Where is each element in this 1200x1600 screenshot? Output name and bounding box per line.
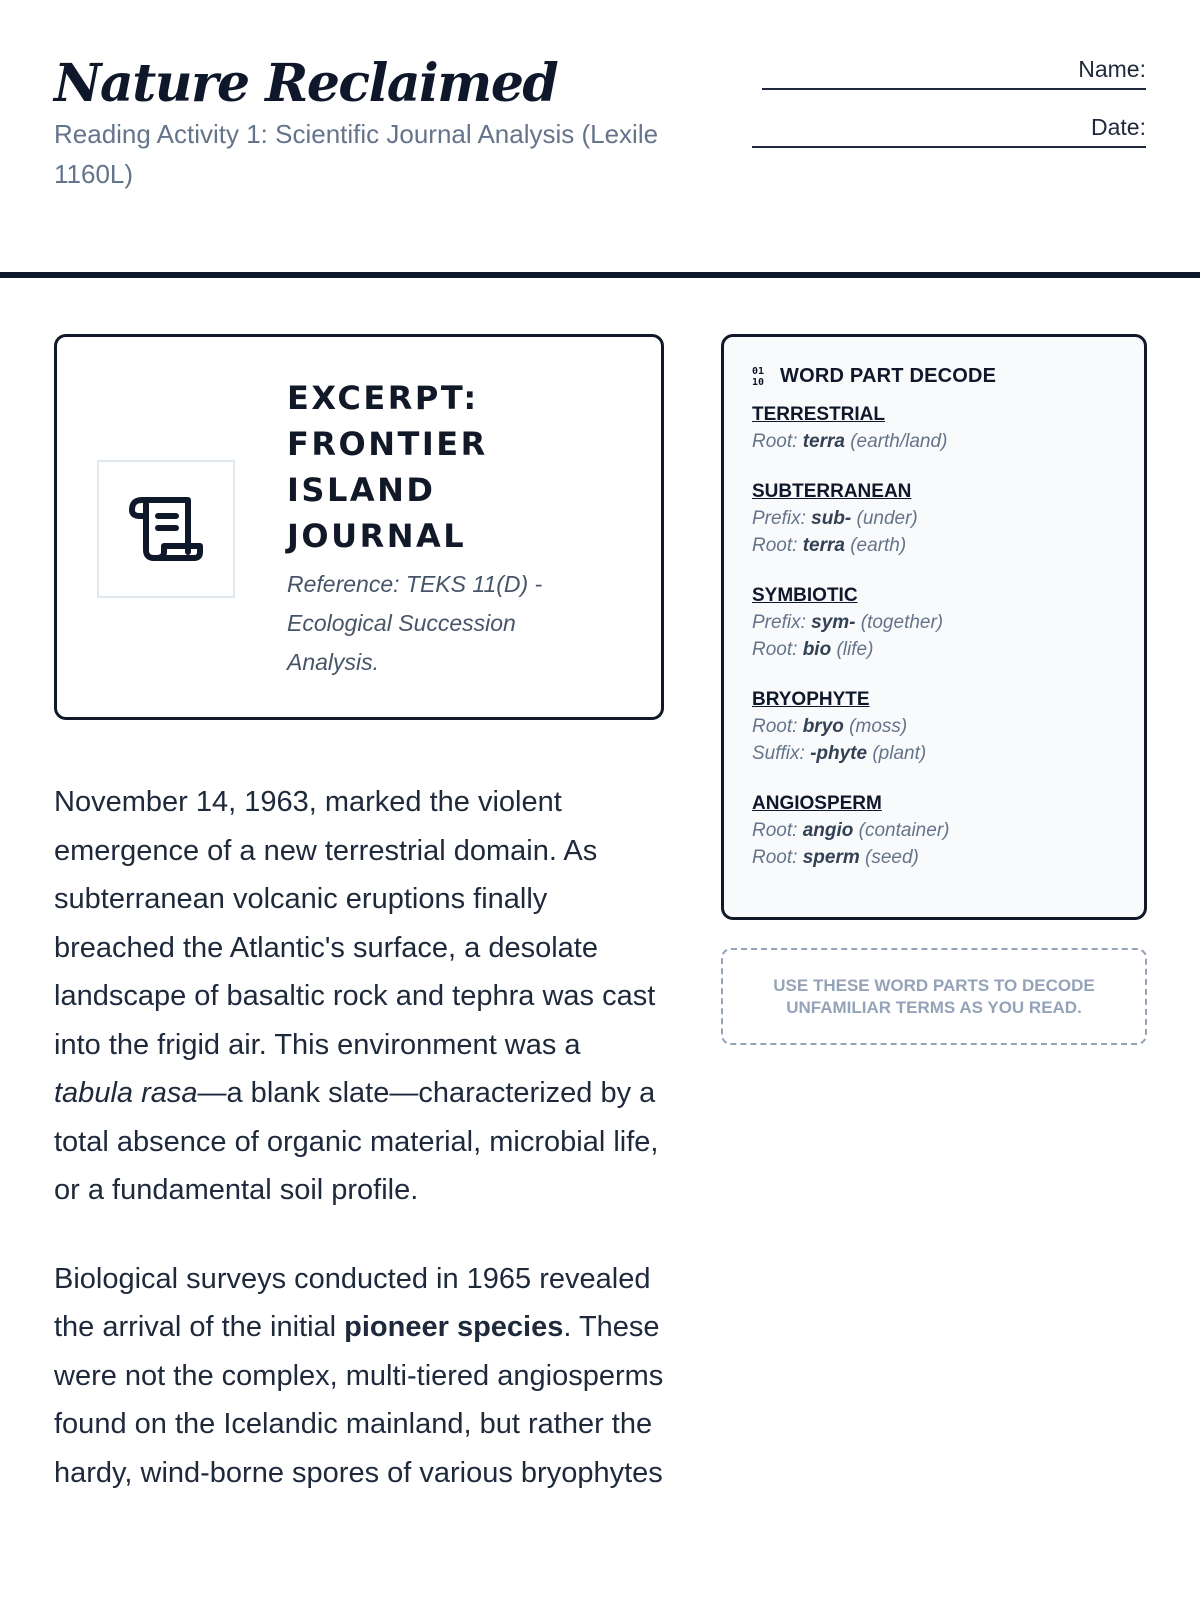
- word-part-label: Root:: [752, 535, 803, 556]
- date-label: Date:: [1091, 114, 1146, 140]
- decode-word-part: [752, 817, 1118, 844]
- passage-text: Biological surveys conducted in 1965 revealed the arrival of the initial: [54, 1262, 651, 1343]
- decode-term-word: SYMBIOTIC: [752, 585, 858, 606]
- word-part: -phyte: [810, 743, 868, 764]
- name-label: Name:: [1078, 56, 1146, 82]
- word-part-label: Root:: [752, 639, 803, 660]
- decode-word-part: [752, 713, 1118, 740]
- decode-term: [752, 687, 1118, 767]
- word-part: bryo: [802, 716, 844, 737]
- decode-word-part: [752, 609, 1118, 636]
- page-title: Nature Reclaimed: [54, 53, 558, 114]
- word-part-label: Root:: [752, 716, 803, 737]
- word-part-meaning: (life): [831, 639, 874, 660]
- decode-term: [752, 402, 1118, 455]
- date-field[interactable]: [752, 146, 1146, 148]
- word-part-meaning: (seed): [859, 847, 919, 868]
- decode-term-word: BRYOPHYTE: [752, 689, 870, 710]
- header-divider: [0, 272, 1200, 278]
- passage-key-term: pioneer species: [344, 1311, 564, 1343]
- binary-icon-bottom: 10: [752, 376, 765, 388]
- excerpt-title: EXCERPT: FRONTIER ISLAND JOURNAL: [287, 379, 488, 555]
- decode-term: [752, 791, 1118, 871]
- decode-word-part: [752, 428, 1118, 455]
- decode-heading-row: [752, 365, 1118, 388]
- passage-text: November 14, 1963, marked the violent emergence of a new terrestrial domain. As subterranean volcanic eruptions finally breached the Atlantic's surface, a desolate landscape of basaltic rock and tephra was cast into the frigid air. This environment was a: [54, 786, 656, 1061]
- excerpt-card: [54, 334, 664, 720]
- word-part-meaning: (under): [851, 508, 918, 529]
- decode-term-word: TERRESTRIAL: [752, 404, 885, 425]
- word-part-meaning: (earth/land): [844, 431, 948, 452]
- decode-heading: WORD PART DECODE: [780, 365, 997, 387]
- decode-word-part: [752, 505, 1118, 532]
- word-part-label: Root:: [752, 431, 803, 452]
- binary-icon: [752, 366, 764, 388]
- word-part: angio: [802, 820, 854, 841]
- decode-word-part: [752, 740, 1118, 767]
- word-part-meaning: (plant): [867, 743, 927, 764]
- word-part-label: Root:: [752, 847, 803, 868]
- student-info: [746, 50, 1146, 166]
- word-part: sperm: [802, 847, 860, 868]
- scroll-icon: [128, 494, 204, 564]
- word-part: terra: [802, 431, 845, 452]
- excerpt-icon-box: [97, 460, 235, 598]
- passage: [54, 778, 666, 1537]
- word-part-label: Suffix:: [752, 743, 811, 764]
- passage-emphasis: tabula rasa: [54, 1077, 198, 1109]
- decode-term-list: [752, 402, 1118, 871]
- passage-text: . These were not the complex, multi-tiered angiosperms found on the Icelandic mainland, but rather the hardy, wind-borne spores of various bryophytes: [54, 1311, 664, 1489]
- word-part-meaning: (moss): [843, 716, 908, 737]
- word-part: sub-: [811, 508, 852, 529]
- word-part-label: Root:: [752, 820, 803, 841]
- excerpt-reference: Reference: TEKS 11(D) - Ecological Succession Analysis.: [287, 571, 543, 675]
- word-part: sym-: [811, 612, 856, 633]
- passage-paragraph-1: [54, 778, 666, 1215]
- word-part-meaning: (earth): [844, 535, 907, 556]
- worksheet-header: [0, 0, 1200, 272]
- decode-word-part: [752, 636, 1118, 663]
- word-part-label: Prefix:: [752, 508, 812, 529]
- decode-term-word: SUBTERRANEAN: [752, 481, 912, 502]
- word-part-decode-panel: [721, 334, 1147, 920]
- decode-word-part: [752, 532, 1118, 559]
- word-part: bio: [802, 639, 832, 660]
- passage-paragraph-2: [54, 1255, 666, 1498]
- decode-instruction-note: USE THESE WORD PARTS TO DECODE UNFAMILIAR TERMS AS YOU READ.: [721, 948, 1147, 1045]
- word-part: terra: [802, 535, 845, 556]
- decode-term: [752, 479, 1118, 559]
- word-part-meaning: (container): [853, 820, 950, 841]
- page-subtitle: Reading Activity 1: Scientific Journal Analysis (Lexile 1160L): [54, 119, 659, 189]
- name-field[interactable]: [762, 88, 1146, 90]
- decode-word-part: [752, 844, 1118, 871]
- word-part-meaning: (together): [855, 612, 944, 633]
- binary-icon-top: 01: [752, 365, 765, 377]
- passage-text: —a blank slate—characterized by a total absence of organic material, microbial life, or a fundamental soil profile.: [54, 1077, 659, 1206]
- decode-term-word: ANGIOSPERM: [752, 793, 882, 814]
- decode-term: [752, 583, 1118, 663]
- word-part-label: Prefix:: [752, 612, 812, 633]
